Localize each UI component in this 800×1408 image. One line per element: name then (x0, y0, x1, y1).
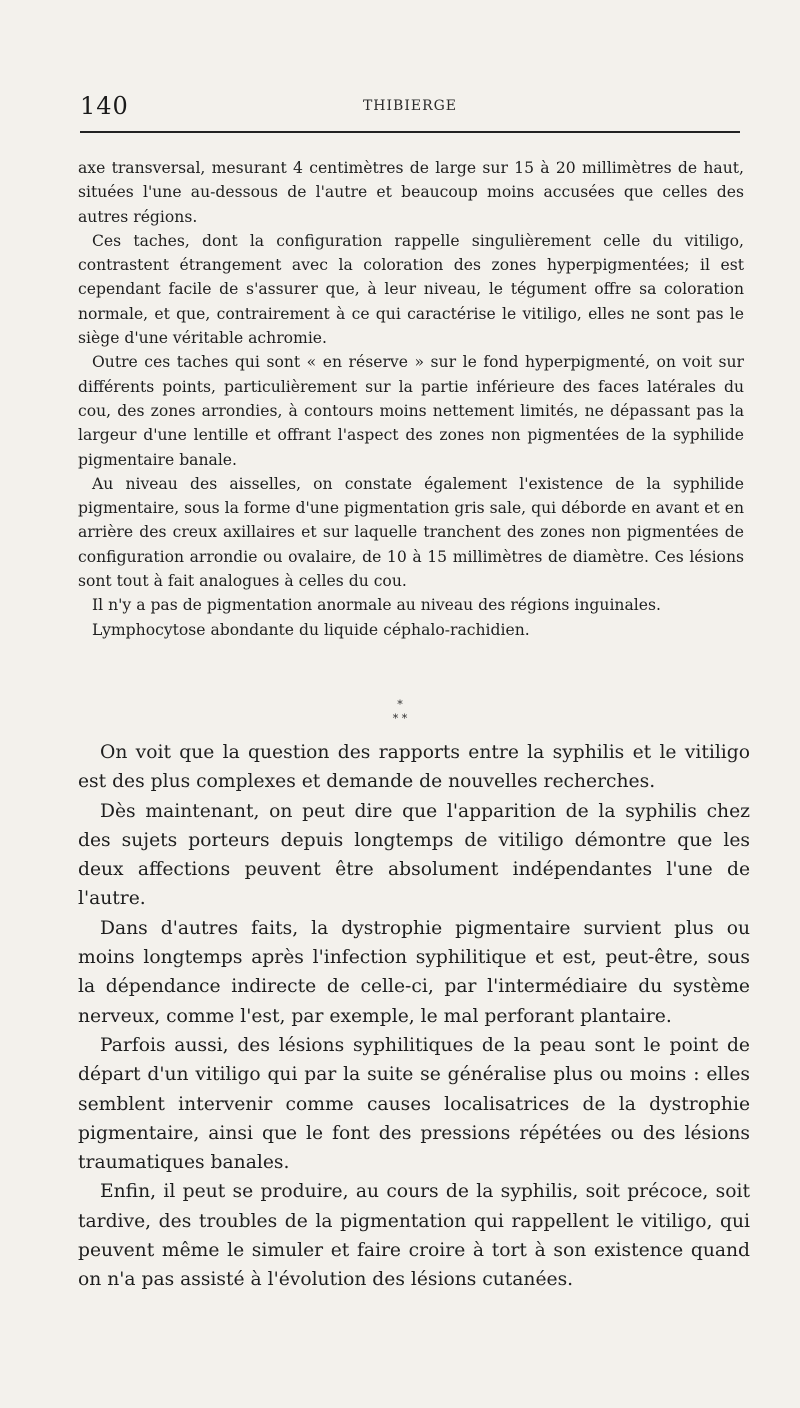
header-rule (80, 131, 740, 133)
asterism-top: * (397, 698, 403, 711)
running-head: THIBIERGE (362, 98, 458, 114)
page-number: 140 (80, 92, 129, 120)
paragraph: Lymphocytose abondante du liquide céphalo-rachidien. (92, 620, 530, 639)
paragraph: Dans d'autres faits, la dystrophie pigmentaire survient plus ou moins longtemps après l'infection syphilitique et est, peut-être, sous la dépendance indirecte de celle-ci, par l'intermédiaire du système nerveux, comme l'est, par exemple, le mal perforant plantaire. (78, 917, 750, 1027)
paragraph: Il n'y a pas de pigmentation anormale au niveau des régions inguinales. (92, 596, 661, 615)
paragraph: On voit que la question des rapports entre la syphilis et le vitiligo est des plus complexes et demande de nouvelles recherches. (78, 742, 750, 793)
paragraph: Outre ces taches qui sont « en réserve » sur le fond hyperpigmenté, on voit sur différents points, particulièrement sur la partie inférieure des faces latérales du cou, des zones arrondies, à contours moins nettement limités, ne dépassant pas la largeur d'une lentille et offrant l'aspect des zones non pigmentées de la syphilide pigmentaire banale. (78, 353, 744, 469)
paragraph: axe transversal, mesurant 4 centimètres de large sur 15 à 20 millimètres de haut, situées l'une au-dessous de l'autre et beaucoup moins accusées que celles des autres régions. (78, 159, 744, 226)
paragraph: Enfin, il peut se produire, au cours de la syphilis, soit précoce, soit tardive, des troubles de la pigmentation qui rappellent le vitiligo, qui peuvent même le simuler et faire croire à tort à son existence quand on n'a pas assisté à l'évolution des lésions cutanées. (78, 1181, 750, 1291)
paragraph: Au niveau des aisselles, on constate également l'existence de la syphilide pigmentaire, sous la forme d'une pigmentation gris sale, qui déborde en avant et en arrière des creux axillaires et sur laquelle tranchent des zones non pigmentées de configuration arrondie ou ovalaire, de 10 à 15 millimètres de diamètre. Ces lésions sont tout à fait analogues à celles du cou. (78, 474, 744, 591)
conclusion-text (78, 738, 750, 1295)
paragraph: Parfois aussi, des lésions syphilitiques de la peau sont le point de départ d'un vitiligo qui par la suite se généralise plus ou moins : elles semblent intervenir comme causes localisatrices de la dystrophie pigmentaire, ainsi que le font des pressions répétées ou des lésions traumatiques banales. (78, 1034, 750, 1174)
asterism-bottom: * * (392, 712, 408, 725)
page-header (80, 92, 740, 128)
case-report-text (78, 156, 744, 642)
paragraph: Ces taches, dont la configuration rappelle singulièrement celle du vitiligo, contrastent étrangement avec la coloration des zones hyperpigmentées; il est cependant facile de s'assurer que, à leur niveau, le tégument offre sa coloration normale, et que, contrairement à ce qui caractérise le vitiligo, elles ne sont pas le siège d'une véritable achromie. (78, 231, 744, 348)
asterism-divider (0, 698, 800, 726)
paragraph: Dès maintenant, on peut dire que l'apparition de la syphilis chez des sujets porteurs depuis longtemps de vitiligo démontre que les deux affections peuvent être absolument indépendantes l'une de l'autre. (78, 800, 750, 910)
